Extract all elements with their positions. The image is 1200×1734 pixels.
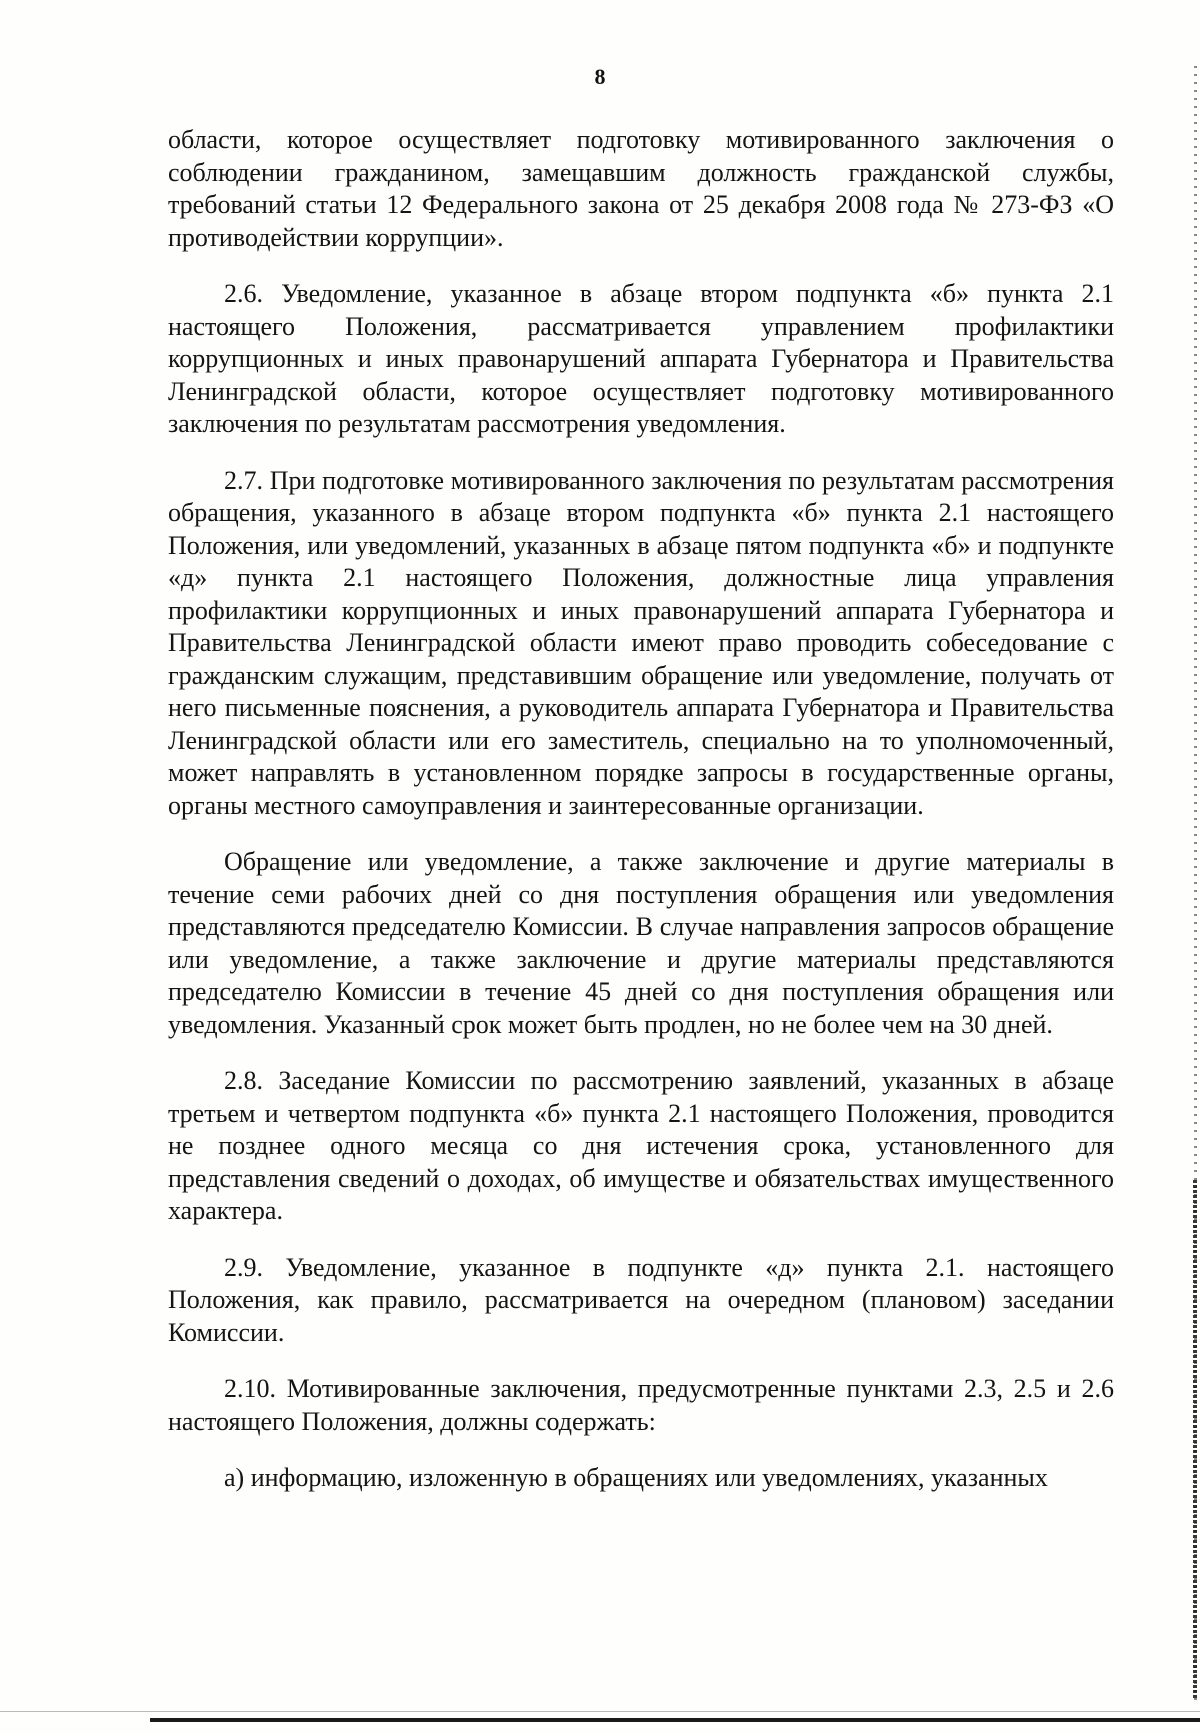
paragraph-2-7-continued: Обращение или уведомление, а также заключение и другие материалы в течение семи рабочих дней со дня поступления обращения или уведомления представляются председателю Комиссии. В случае направления запросов обращение или уведомление, а также заключение и другие материалы представляются председателю Комиссии в течение 45 дней со дня поступления обращения или уведомления. Указанный срок может быть продлен, но не более чем на 30 дней. [168,847,1114,1039]
scan-edge-artifact-right-dense [1193,1180,1197,1700]
paragraph-2-7: 2.7. При подготовке мотивированного заключения по результатам рассмотрения обращения, указанного в абзаце втором подпункта «б» пункта 2.1 настоящего Положения, или уведомлений, указанных в абзаце пятом подпункта «б» и подпункте «д» пункта 2.1 настоящего Положения, должностные лица управления профилактики коррупционных и иных правонарушений аппарата Губернатора и Правительства Ленинградской области имеют право проводить собеседование с гражданским служащим, представившим обращение или уведомление, получать от него письменные пояснения, а руководитель аппарата Губернатора и Правительства Ленинградской области или его заместитель, специально на то уполномоченный, может направлять в установленном порядке запросы в государственные органы, органы местного самоуправления и заинтересованные организации. [168,465,1114,820]
paragraph-2-10-a: а) информацию, изложенную в обращениях или уведомлениях, указанных [224,1463,1048,1492]
scan-edge-artifact-bottom [150,1718,1200,1722]
paragraph-2-8: 2.8. Заседание Комиссии по рассмотрению заявлений, указанных в абзаце третьем и четвертом подпункта «б» пункта 2.1 настоящего Положения, проводится не позднее одного месяца со дня истечения срока, установленного для представления сведений о доходах, об имуществе и обязательствах имущественного характера. [168,1066,1114,1225]
paragraph-2-9: 2.9. Уведомление, указанное в подпункте «д» пункта 2.1. настоящего Положения, как правило, рассматривается на очередном (плановом) заседании Комиссии. [168,1252,1114,1347]
paragraph-2-6: 2.6. Уведомление, указанное в абзаце втором подпункта «б» пункта 2.1 настоящего Положения, рассматривается управлением профилактики коррупционных и иных правонарушений аппарата Губернатора и Правительства Ленинградской области, которое осуществляет подготовку мотивированного заключения по результатам рассмотрения уведомления. [168,279,1114,438]
document-body [168,124,1114,1519]
paragraph-2-10: 2.10. Мотивированные заключения, предусмотренные пунктами 2.3, 2.5 и 2.6 настоящего Положения, должны содержать: [168,1374,1114,1436]
paragraph-continuation: области, которое осуществляет подготовку мотивированного заключения о соблюдении гражданином, замещавшим должность гражданской службы, требований статьи 12 Федерального закона от 25 декабря 2008 года № 273-ФЗ «О противодействии коррупции». [168,125,1114,252]
scan-edge-artifact-bottom-thin [0,1711,1200,1712]
page-number: 8 [594,64,606,89]
